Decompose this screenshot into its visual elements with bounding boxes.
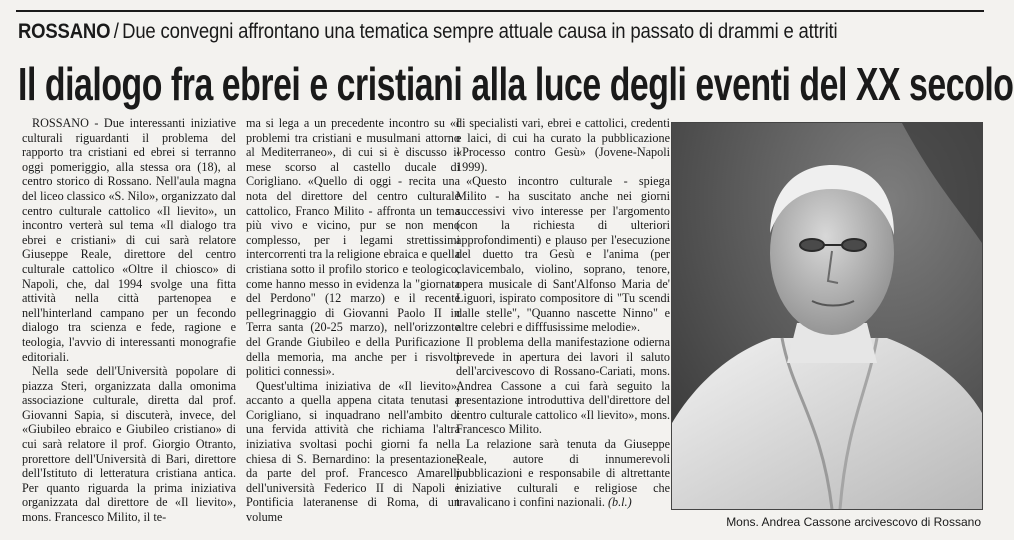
article-paragraph: di specialisti vari, ebrei e cattolici, credenti e laici, di cui ha curato la pubblicazione «Processo contro Gesù» (Jovene-Napoli 1999). bbox=[456, 116, 670, 174]
kicker-line bbox=[18, 14, 857, 48]
author-signature: (b.l.) bbox=[607, 495, 632, 510]
kicker-place: ROSSANO bbox=[18, 19, 111, 43]
article-column-1 bbox=[22, 116, 236, 530]
article-column-2 bbox=[246, 116, 460, 530]
article-paragraph bbox=[456, 437, 670, 510]
article-paragraph: Nella sede dell'Università popolare di piazza Steri, organizzata dalla omonima associazione culturale, diretta dal prof. Giovanni Sapia, si discuterà, invece, del «Giubileo ebraico e Giubileo cristiano» di cui sarà relatore il prof. Giorgio Otranto, prorettore dell'Università di Bari, direttore dell'Istituto di letteratura cristiana antica. Per quanto riguarda la prima iniziativa organizzata dal direttore de «Il lievito», mons. Francesco Milito, il te- bbox=[22, 364, 236, 525]
article-paragraph: Il problema della manifestazione odierna prevede in apertura dei lavori il saluto dell'arcivescovo di Rossano-Cariati, mons. Andrea Cassone a cui farà seguito la presentazione introduttiva dell'direttore del centro culturale cattolico «Il lievito», mons. Francesco Milito. bbox=[456, 334, 670, 437]
top-rule bbox=[16, 0, 984, 12]
portrait-photo bbox=[671, 122, 983, 510]
portrait-illustration bbox=[672, 123, 982, 509]
article-paragraph: ROSSANO - Due interessanti iniziative culturali riguardanti il problema del rapporto tra cristiani ed ebrei si terranno oggi pomeriggio, alla stessa ora (18), al centro storico di Rossano. Nell'aula magna del liceo classico «S. Nilo», organizzato dal centro culturale cattolico «Il lievito», un incontro verterà sul tema «Il dialogo tra ebrei e cristiani» di cui sarà relatore Giuseppe Reale, direttore del centro culturale cattolico «Oltre il chiosco» di Napoli, che, dal 1994 svolge una fitta attività nella città partenopea e nell'hinterland campano per un fecondo dialogo tra scienza e fede, ragione e teologia, l'avvio di interessanti monografie editoriali. bbox=[22, 116, 236, 364]
headline: Il dialogo fra ebrei e cristiani alla luce degli eventi del XX secolo bbox=[18, 58, 1014, 110]
article-paragraph: ma si lega a un precedente incontro su «I problemi tra cristiani e musulmani attorno al Mediterraneo», di cui si è discusso il mese scorso al castello ducale di Corigliano. «Quello di oggi - recita una nota del direttore del centro culturale cattolico, Franco Milito - affronta un tema più vivo e vicino, pur se non meno complesso, per i legami strettissimi intercorrenti tra la religione ebraica e quella cristiana sotto il profilo storico e teologico, come hanno messo in evidenza la "giornata del Perdono" (12 marzo) e il recente pellegrinaggio di Giovanni Paolo II in Terra santa (20-25 marzo), nell'orizzonte del Grande Giubileo e della Purificazione della memoria, ma anche per i risvolti politici connessi». bbox=[246, 116, 460, 379]
article-paragraph: Quest'ultima iniziativa de «Il lievito», accanto a quella appena citata tenutasi a Corigliano, si inquadrano nell'ambito di una fervida attività che richiama l'altra iniziativa svoltasi pochi giorni fa nella chiesa di S. Bernardino: la presentazione, da parte del prof. Francesco Amarelli dell'università Federico II di Napoli e Pontificia lateranense di Roma, di un volume bbox=[246, 378, 460, 525]
photo-caption: Mons. Andrea Cassone arcivescovo di Rossano bbox=[726, 515, 981, 529]
article-paragraph: «Questo incontro culturale - spiega Milito - ha suscitato anche nei giorni successivi vivo interesse per l'argomento (con la richiesta di ulteriori approfondimenti) e plauso per l'esecuzione del duetto tra Gesù e l'anima (per clavicembalo, violino, soprano, tenore, opera musicale di Sant'Alfonso Maria de' Liguori, ispirato compositore di "Tu scendi dalle stelle", "Quanno nascette Ninno" e altre celebri e difffusissime melodie». bbox=[456, 174, 670, 335]
article-closing-text: La relazione sarà tenuta da Giuseppe Reale, autore di innumerevoli pubblicazioni e responsabile di altrettante iniziative culturali e religiose che travalicano i confini nazionali. bbox=[456, 437, 670, 510]
kicker-slash: / bbox=[113, 19, 119, 43]
kicker-text: Due convegni affrontano una tematica sempre attuale causa in passato di drammi e attriti bbox=[122, 19, 838, 43]
article-column-3 bbox=[456, 116, 670, 530]
